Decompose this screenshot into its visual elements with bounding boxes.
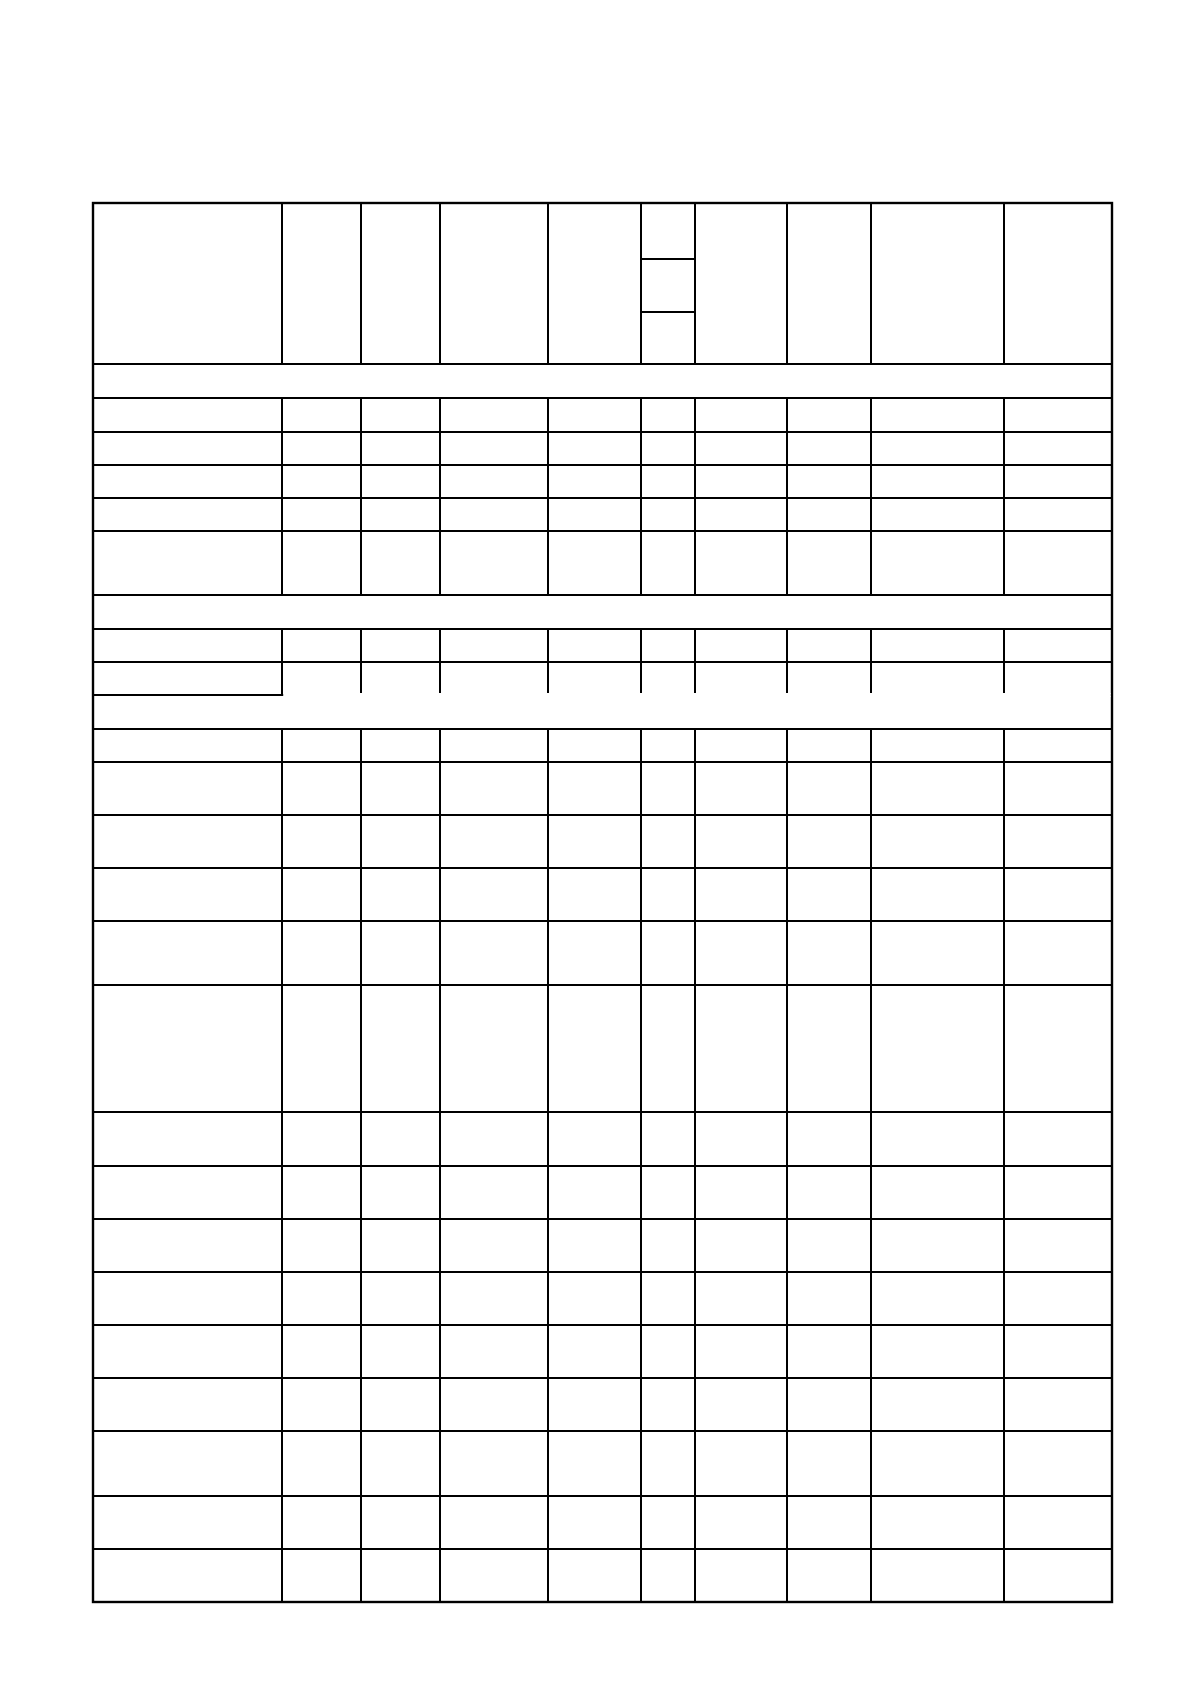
open-row-gap	[283, 693, 1111, 697]
table-outer-border	[93, 203, 1112, 1602]
